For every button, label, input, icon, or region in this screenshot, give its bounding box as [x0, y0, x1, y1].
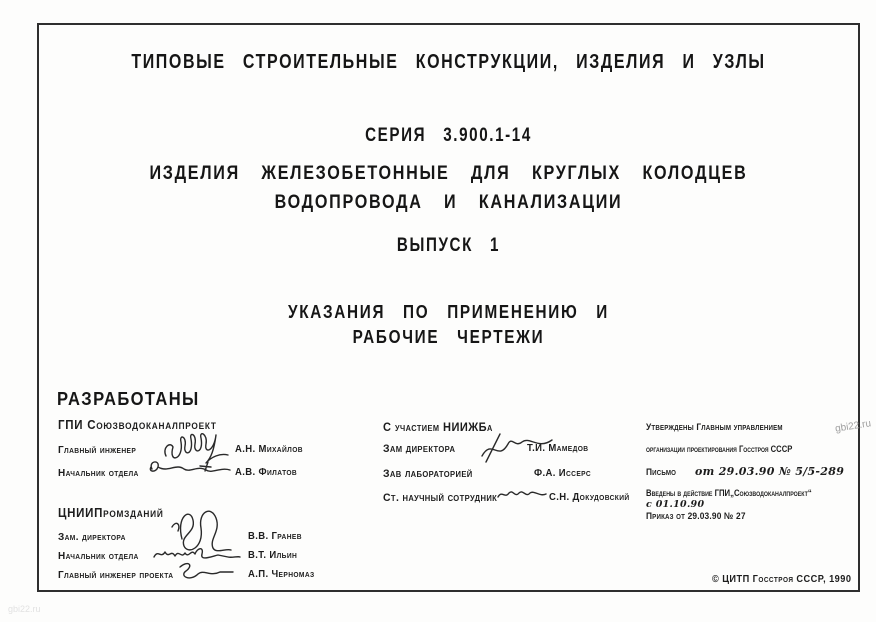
role-label: Зам. директора	[58, 531, 126, 543]
signature-mamedov	[476, 430, 566, 468]
order-line: Приказ от 29.03.90 № 27	[646, 511, 746, 522]
person-name: Т.И. Мамедов	[527, 443, 589, 454]
effective-line-1: Введены в действие ГПИ„Союзводоканалпроект“	[646, 488, 812, 498]
letter-label: Письмо	[646, 467, 677, 478]
signature-dokudovsky	[494, 487, 550, 502]
role-label: Зав лабораторией	[383, 468, 473, 480]
subject-line-2: ВОДОПРОВОДА И КАНАЛИЗАЦИИ	[274, 192, 623, 213]
letter-value: от 29.03.90 № 5/5-289	[695, 465, 845, 478]
role-label: Главный инженер	[58, 444, 137, 456]
doc-title: ТИПОВЫЕ СТРОИТЕЛЬНЫЕ КОНСТРУКЦИИ, ИЗДЕЛИЯ И УЗЛЫ	[131, 51, 766, 73]
copyright-notice: © ЦИТП Госстроя СССР, 1990	[712, 574, 852, 585]
issue-title: ВЫПУСК 1	[396, 235, 501, 256]
purpose-line-1: УКАЗАНИЯ ПО ПРИМЕНЕНИЮ И	[288, 302, 609, 322]
approved-line-2: организации проектирования Госстроя СССР	[646, 444, 793, 454]
watermark-gbi22-bottom: gbi22.ru	[8, 604, 41, 614]
subject-line-1: ИЗДЕЛИЯ ЖЕЛЕЗОБЕТОННЫЕ ДЛЯ КРУГЛЫХ КОЛОДЦЕВ	[149, 163, 748, 184]
person-name: А.П. Черномаз	[248, 569, 315, 580]
purpose-line-2: РАБОЧИЕ ЧЕРТЕЖИ	[352, 327, 545, 347]
role-label: Главный инженер проекта	[58, 569, 174, 581]
org-niizhb-name: С участием НИИЖБа	[383, 420, 493, 434]
watermark-gbi22-right: gbi22.ru	[834, 418, 872, 435]
role-label: Зам директора	[383, 443, 456, 455]
person-name: В.Т. Ильин	[248, 550, 298, 561]
signature-filatov	[144, 458, 236, 480]
person-name: С.Н. Докудовский	[549, 492, 630, 503]
role-label: Начальник отдела	[58, 550, 139, 562]
signature-chernomaz	[170, 558, 245, 586]
org-cnii-name: ЦНИИПромзданий	[58, 506, 164, 520]
role-label: Ст. научный сотрудник	[383, 492, 498, 504]
developed-heading: РАЗРАБОТАНЫ	[57, 389, 200, 409]
role-label: Начальник отдела	[58, 467, 139, 479]
org-gpi-name: ГПИ Союзводоканалпроект	[58, 418, 217, 432]
person-name: Ф.А. Иссерс	[534, 468, 592, 479]
person-name: А.Н. Михайлов	[235, 444, 303, 455]
person-name: А.В. Филатов	[235, 467, 298, 478]
series-title: СЕРИЯ 3.900.1-14	[365, 125, 532, 146]
effective-line-2: с 01.10.90	[646, 499, 705, 510]
approved-line-1: Утверждены Главным управлением	[646, 422, 783, 433]
person-name: В.В. Гранев	[248, 531, 302, 542]
